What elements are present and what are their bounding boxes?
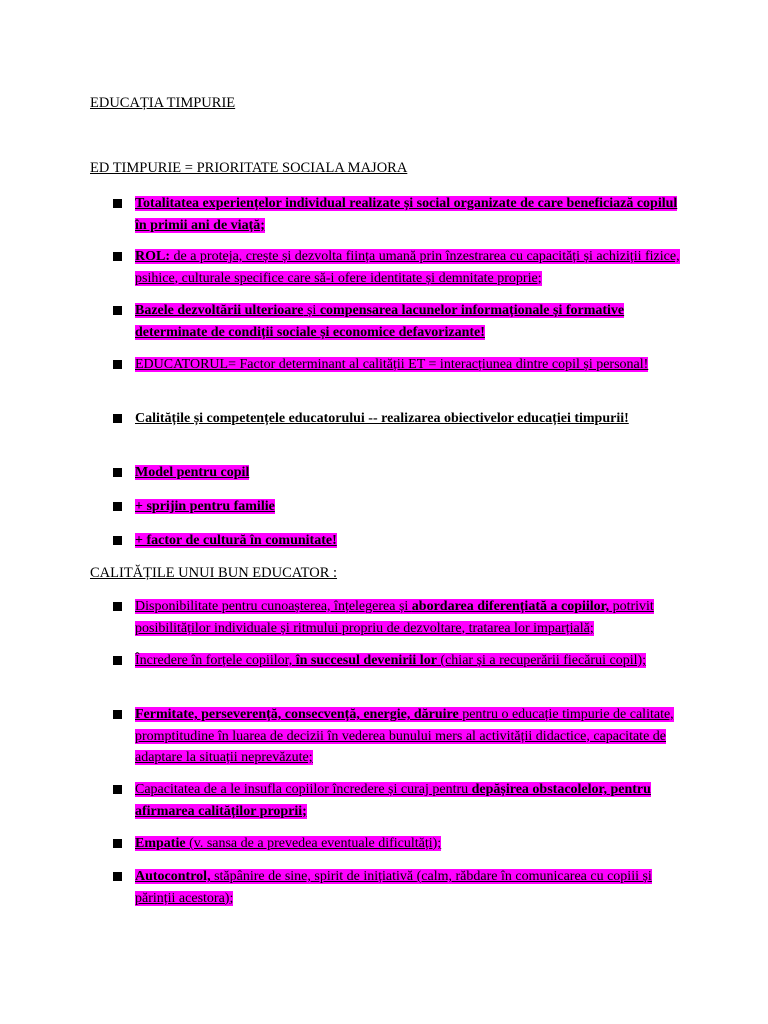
bullet-icon: [113, 306, 122, 315]
list-item: Capacitatea de a le insufla copiilor încredere și curaj pentru depășirea obstacolelor, pentru afirmarea calităților proprii;: [113, 779, 688, 822]
bullet-icon: [113, 710, 122, 719]
list-item: Model pentru copil: [113, 462, 688, 484]
list-item: ROL: de a proteja, crește și dezvolta ființa umană prin înzestrarea cu capacități și achiziții fizice, psihice, culturale specifice care să-i ofere identitate și demnitate proprie;: [113, 246, 688, 289]
list-item: Autocontrol, stăpânire de sine, spirit de inițiativă (calm, răbdare în comunicarea cu copiii și părinții acestora);: [113, 866, 688, 909]
list-item: + sprijin pentru familie: [113, 496, 688, 518]
bullet-icon: [113, 656, 122, 665]
list-item: Bazele dezvoltării ulterioare și compensarea lacunelor informaționale și formative determinate de condiții sociale și economice defavorizante!: [113, 300, 688, 343]
doc-subtitle: ED TIMPURIE = PRIORITATE SOCIALA MAJORA: [90, 160, 408, 176]
bullet-icon: [113, 839, 122, 848]
list-item: Empatie (v. sansa de a prevedea eventuale dificultăți);: [113, 833, 688, 855]
list-item: Fermitate, perseverență, consecvență, energie, dăruire pentru o educație timpurie de calitate, promptitudine în luarea de decizii în vederea bunului mers al activității didactice, capacitate de adaptare la situații neprevăzute;: [113, 704, 688, 769]
doc-title: EDUCAȚIA TIMPURIE: [90, 95, 236, 111]
bullet-icon: [113, 199, 122, 208]
list-item: Încredere în forțele copiilor, în succesul devenirii lor (chiar și a recuperării fiecărui copil);: [113, 650, 688, 672]
bullet-icon: [113, 536, 122, 545]
bullet-icon: [113, 502, 122, 511]
bullet-icon: [113, 414, 122, 423]
list-item: Totalitatea experiențelor individual realizate și social organizate de care beneficiază copilul în primii ani de viață;: [113, 193, 688, 236]
list-item: Disponibilitate pentru cunoașterea, înțelegerea și abordarea diferențiată a copiilor, potrivit posibilităților individuale și ritmului propriu de dezvoltare, tratarea lor imparțială;: [113, 596, 688, 639]
list-item: Calitățile și competențele educatorului -- realizarea obiectivelor educației timpurii!: [113, 408, 688, 430]
bullet-icon: [113, 785, 122, 794]
bullet-icon: [113, 360, 122, 369]
section-heading: CALITĂȚILE UNUI BUN EDUCATOR :: [90, 565, 338, 581]
bullet-icon: [113, 872, 122, 881]
list-item: EDUCATORUL= Factor determinant al calității ET = interacțiunea dintre copil și personal!: [113, 354, 688, 376]
list-item: + factor de cultură în comunitate!: [113, 530, 688, 552]
bullet-icon: [113, 602, 122, 611]
bullet-icon: [113, 468, 122, 477]
bullet-icon: [113, 252, 122, 261]
